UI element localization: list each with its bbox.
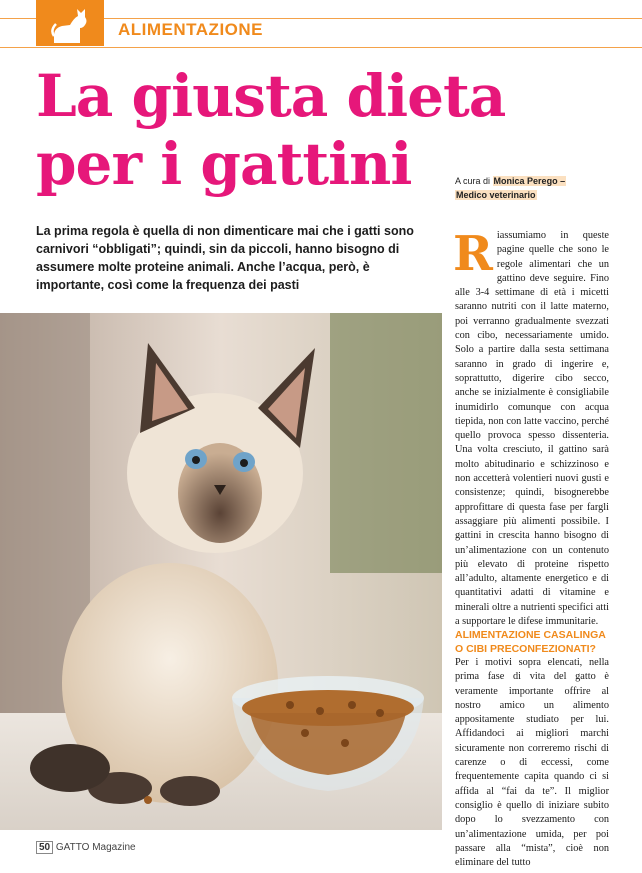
- byline: [455, 174, 566, 202]
- article-intro: La prima regola è quella di non dimenticare mai che i gatti sono carnivori “obbligati”; quindi, sin da piccoli, hanno bisogno di assumere molte proteine animali. Anche l’acqua, però, è importante, così come la frequenza dei pasti: [36, 224, 414, 292]
- article-subheading: ALIMENTAZIONE CASALINGA O CIBI PRECONFEZIONATI?: [455, 629, 606, 655]
- paragraph-1-text: iassumiamo in queste pagine quelle che sono le regole alimentari che un gattino deve seguire. Fino alle 3-4 settimane di età i micetti saranno nutriti con il latte materno, poi verranno gradualmente svezzati con cibo, necessariamente umido. Solo a partire dalla sesta settimana saranno in grado di ingerire e, soprattutto, digerire cibo secco, anche se inizialmente è consigliabile inumidirlo comunque con acqua tiepida, non con latte vaccino, perché quello provoca spesso dissenteria. Una volta cresciuto, il gattino sarà molto abitudinario e schizzinoso e non accetterà volentieri nuovi gusti e consistenze; quindi, bisognerebbe approfittare di questa fase per fargli assaggiare più alimenti possibile. I gattini in crescita hanno bisogno di un’alimentazione con un contenuto più elevato di proteine rispetto all’adulto, altamente energetico e di quantitativi adatti di vitamine e minerali oltre a nutrienti specifici atti a supportare le difese immunitarie.: [455, 230, 609, 628]
- drop-cap: R: [453, 226, 493, 282]
- page-footer: [36, 842, 136, 853]
- title-line-1: La giusta dieta: [36, 62, 506, 130]
- byline-role: Medico veterinario: [456, 190, 536, 200]
- article-paragraph-2: Per i motivi sopra elencati, nella prima fase di vita del gatto è veramente importante offrire al nostro amico un alimento appositamente studiato per lui. Affidandoci ai migliori marchi sicuramente non correremo rischi di carenze o di eccessi, come frequentemente capita quando ci si affida al “fai da te”. Il miglior consiglio è quello di iniziare subito dopo lo svezzamento con un’alimentazione umida, per poi passare alla “mista”, cioè non eliminare del tutto: [455, 657, 609, 869]
- title-line-2: per i gattini: [36, 130, 412, 198]
- section-icon-block: [36, 0, 104, 46]
- cat-icon: [50, 6, 90, 44]
- magazine-name: GATTO Magazine: [55, 842, 136, 853]
- article-paragraph-1: [453, 226, 609, 629]
- byline-author: Monica Perego –: [493, 176, 566, 186]
- section-label: ALIMENTAZIONE: [118, 20, 264, 39]
- byline-prefix: A cura di: [455, 176, 491, 186]
- kitten-photo: [0, 313, 442, 830]
- page-number: 50: [36, 841, 53, 854]
- page-title: [36, 62, 505, 198]
